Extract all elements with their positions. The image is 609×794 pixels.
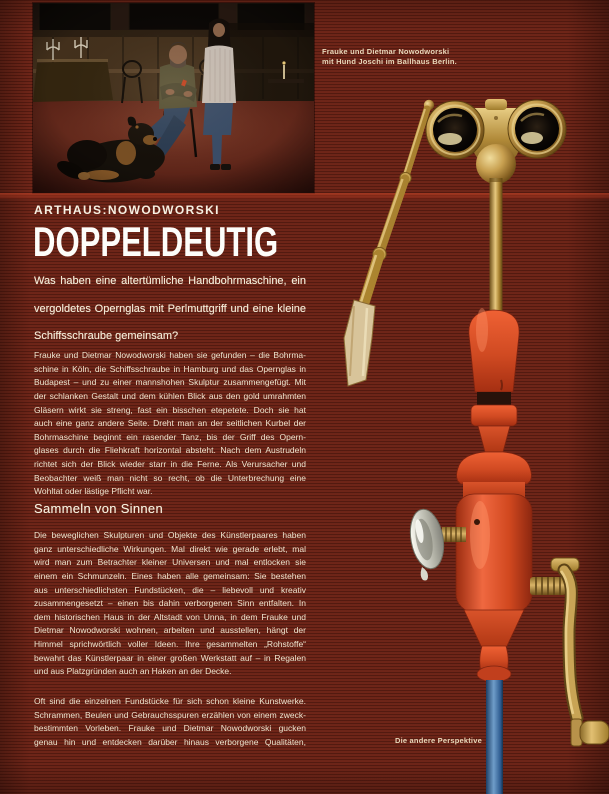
text-line: bewahrt das Künstlerpaar in einer großen Werkstatt auf – in Regalen — [34, 652, 306, 663]
kicker: ARTHAUS:NOWODWORSKI — [34, 203, 220, 217]
ballhaus-photo — [33, 3, 314, 193]
paragraph-1 — [34, 349, 306, 499]
red-drill-body — [456, 308, 532, 682]
text-line: einem ein Schmunzeln. Eines haben alle gemeinsam: Sie bestehen — [34, 570, 306, 581]
text-line: Bohrmaschine beginnt ein rasender Tanz, bis der Griff des Opern- — [34, 431, 306, 442]
text-line: Beobachter weiß man nicht so recht, ob die Unterbrechung eine — [34, 472, 306, 483]
gold-stem — [490, 178, 503, 314]
photo-caption — [322, 47, 457, 67]
text-line: Frauke und Dietmar Nowodworski haben sie gefunden – die Bohrma- — [34, 350, 306, 360]
text-line: aus unterschiedlichsten Fundstücken, die – liebevoll und kreativ — [34, 584, 306, 595]
text-line: bestimmten Vorleben. Frauke und Dietmar Nowodworski gucken — [34, 723, 306, 734]
text-line: auch eine ganz andere Seite. Dreht man an der seitlichen Kurbel der — [34, 418, 306, 429]
text-line: mit Hund Joschi im Ballhaus Berlin. — [322, 56, 457, 66]
text-line: Oft sind die einzelnen Fundstücke für sich schon kleine Kunstwerke. — [34, 696, 306, 706]
ballhaus-scene — [33, 3, 314, 193]
text-line: der schlanken Gestalt und dem kühlen Blick aus den gold umrahmten — [34, 390, 306, 401]
text-line: glases durch die Fliehkraft horizontal absteht. Nach dem Austrudeln — [34, 445, 306, 456]
text-line: zusammengesetzt – einen bis dahin verborgenen Sinn entfalten. In — [34, 598, 306, 609]
sculpture-caption: Die andere Perspektive — [395, 736, 482, 745]
paragraph-2 — [34, 529, 306, 679]
text-line: Frauke und Dietmar Nowodworski — [322, 47, 450, 56]
text-line: wird man zum Betrachter kleiner Universen und mal entlocken sie — [34, 557, 306, 568]
text-line: Dietmar Nowodworski wohnen, arbeiten und ausstellen, hängt der — [34, 625, 306, 636]
sculpture-photo — [330, 80, 609, 794]
text-line: schine in Köln, die Schiffsschraube in Hamburg und das Opernglas in — [34, 363, 306, 374]
standfirst — [34, 268, 306, 351]
pearl-handle — [344, 100, 434, 386]
paragraph-3 — [34, 695, 306, 750]
page-title: DOPPELDEUTIG — [33, 218, 279, 265]
text-line: und aus Platzgründen auch an Haken an der Decke. — [34, 666, 232, 677]
text-line: genau hin und entdecken darüber hinaus verborgene Qualitäten, — [34, 736, 306, 747]
text-line: Schrammen, Beulen und Gebrauchsspuren erzählen von einem zweck- — [34, 709, 306, 720]
blue-tube — [486, 680, 503, 794]
opera-glass-drill-sculpture — [330, 80, 609, 794]
text-line: Gläsern wirkt sie streng, fast ein bisschen etepetete. Doch sie hat — [34, 404, 306, 415]
text-line: Was haben eine altertümliche Handbohrmaschine, ein — [34, 275, 306, 287]
text-line: Die beweglichen Skulpturen und Objekte des Künstlerpaares haben — [34, 530, 306, 540]
brass-crank — [530, 558, 609, 746]
text-line: Schiffsschraube gemeinsam? — [34, 330, 179, 342]
text-line: Himmel sprichwörtlich voller Ideen. Ihre gesammelten „Rohstoffe“ — [34, 639, 306, 650]
text-line: Wohltat oder lästige Pflicht war. — [34, 486, 153, 497]
text-line: dem historischen Haus in der Altstadt von Unna, in dem Frauke und — [34, 611, 306, 622]
text-line: ganz unterschiedliche Wirkungen. Mal direkt wie gerade erlebt, mal — [34, 543, 306, 554]
section-heading: Sammeln von Sinnen — [34, 501, 163, 516]
opera-glasses — [426, 99, 566, 184]
text-line: Budapest – und zu einer mannshohen Skulptur zusammengefügt. Mit — [34, 377, 306, 388]
text-line: richtet sich der Blick wieder starr in die Ferne. Als Verursacher und — [34, 459, 306, 470]
text-line: vergoldetes Opernglas mit Perlmuttgriff und eine kleine — [34, 302, 306, 315]
